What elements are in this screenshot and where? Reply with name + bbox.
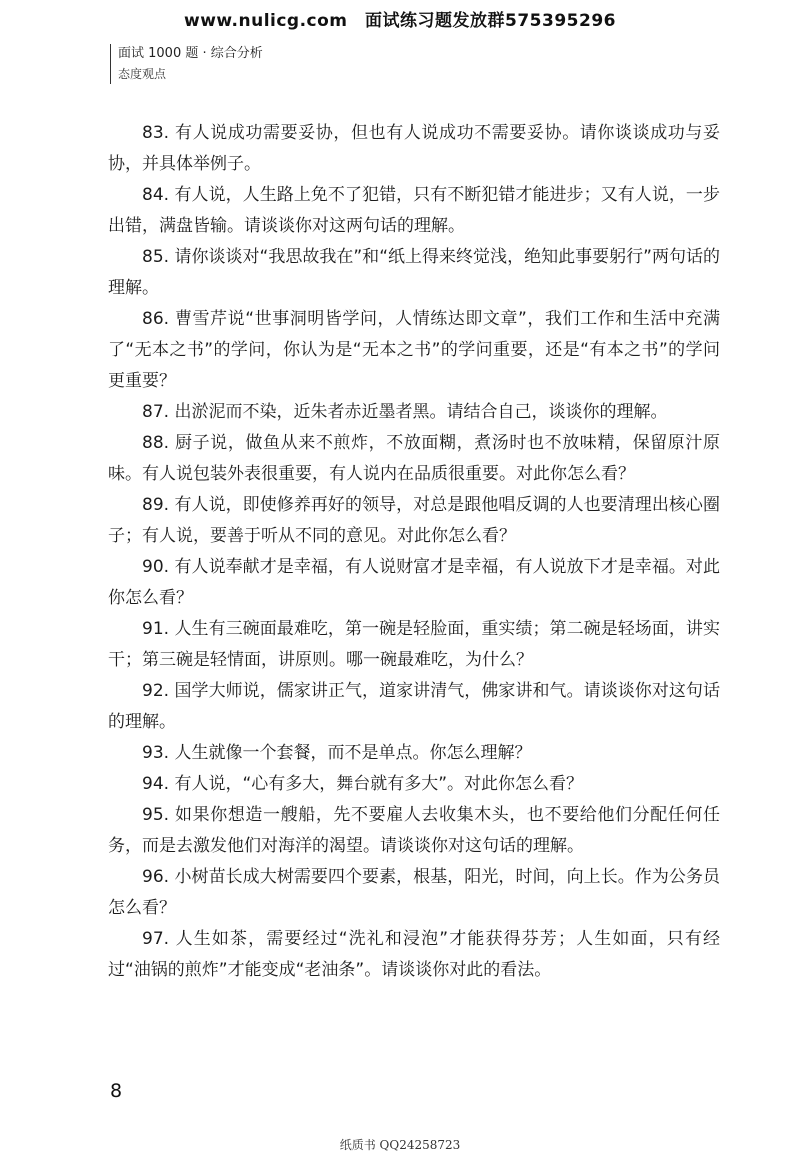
question-item: 84. 有人说，人生路上免不了犯错，只有不断犯错才能进步；又有人说，一步出错，满盘皆输。请谈谈你对这两句话的理解。 [108,185,720,236]
question-item: 88. 厨子说，做鱼从来不煎炸，不放面糊，煮汤时也不放味精，保留原汁原味。有人说包装外表很重要，有人说内在品质很重要。对此你怎么看？ [108,433,720,484]
question-item: 90. 有人说奉献才是幸福，有人说财富才是幸福，有人说放下才是幸福。对此你怎么看？ [108,557,720,608]
book-title: 面试 1000 题 · 综合分析 [118,46,263,61]
question-item: 91. 人生有三碗面最难吃，第一碗是轻脸面，重实绩；第二碗是轻场面，讲实干；第三碗是轻情面，讲原则。哪一碗最难吃，为什么？ [108,619,720,670]
watermark-banner: www.nulicg.com 面试练习题发放群575395296 [184,11,616,31]
question-item: 96. 小树苗长成大树需要四个要素，根基，阳光，时间，向上长。作为公务员怎么看？ [108,867,720,918]
question-item: 92. 国学大师说，儒家讲正气，道家讲清气，佛家讲和气。请谈谈你对这句话的理解。 [108,681,720,732]
footer-text: 纸质书 QQ24258723 [339,1138,461,1152]
question-item: 86. 曹雪芹说“世事洞明皆学问，人情练达即文章”，我们工作和生活中充满了“无本之书”的学问，你认为是“无本之书”的学问重要，还是“有本之书”的学问更重要？ [108,309,720,391]
running-header [110,44,263,84]
page-number: 8 [110,1080,123,1102]
question-item: 89. 有人说，即使修养再好的领导，对总是跟他唱反调的人也要清理出核心圈子；有人说，要善于听从不同的意见。对此你怎么看？ [108,495,720,546]
question-item: 85. 请你谈谈对“我思故我在”和“纸上得来终觉浅，绝知此事要躬行”两句话的理解。 [108,247,720,298]
question-item: 97. 人生如茶，需要经过“洗礼和浸泡”才能获得芬芳；人生如面，只有经过“油锅的煎炸”才能变成“老油条”。请谈谈你对此的看法。 [108,929,720,980]
question-list [108,118,720,986]
question-item: 87. 出淤泥而不染，近朱者赤近墨者黑。请结合自己，谈谈你的理解。 [142,402,668,422]
question-item: 94. 有人说，“心有多大，舞台就有多大”。对此你怎么看？ [142,774,584,794]
question-item: 93. 人生就像一个套餐，而不是单点。你怎么理解？ [142,743,532,763]
question-item: 95. 如果你想造一艘船，先不要雇人去收集木头，也不要给他们分配任何任务，而是去激发他们对海洋的渴望。请谈谈你对这句话的理解。 [108,805,720,856]
section-title: 态度观点 [118,67,167,81]
question-item: 83. 有人说成功需要妥协，但也有人说成功不需要妥协。请你谈谈成功与妥协，并具体举例子。 [108,123,720,174]
